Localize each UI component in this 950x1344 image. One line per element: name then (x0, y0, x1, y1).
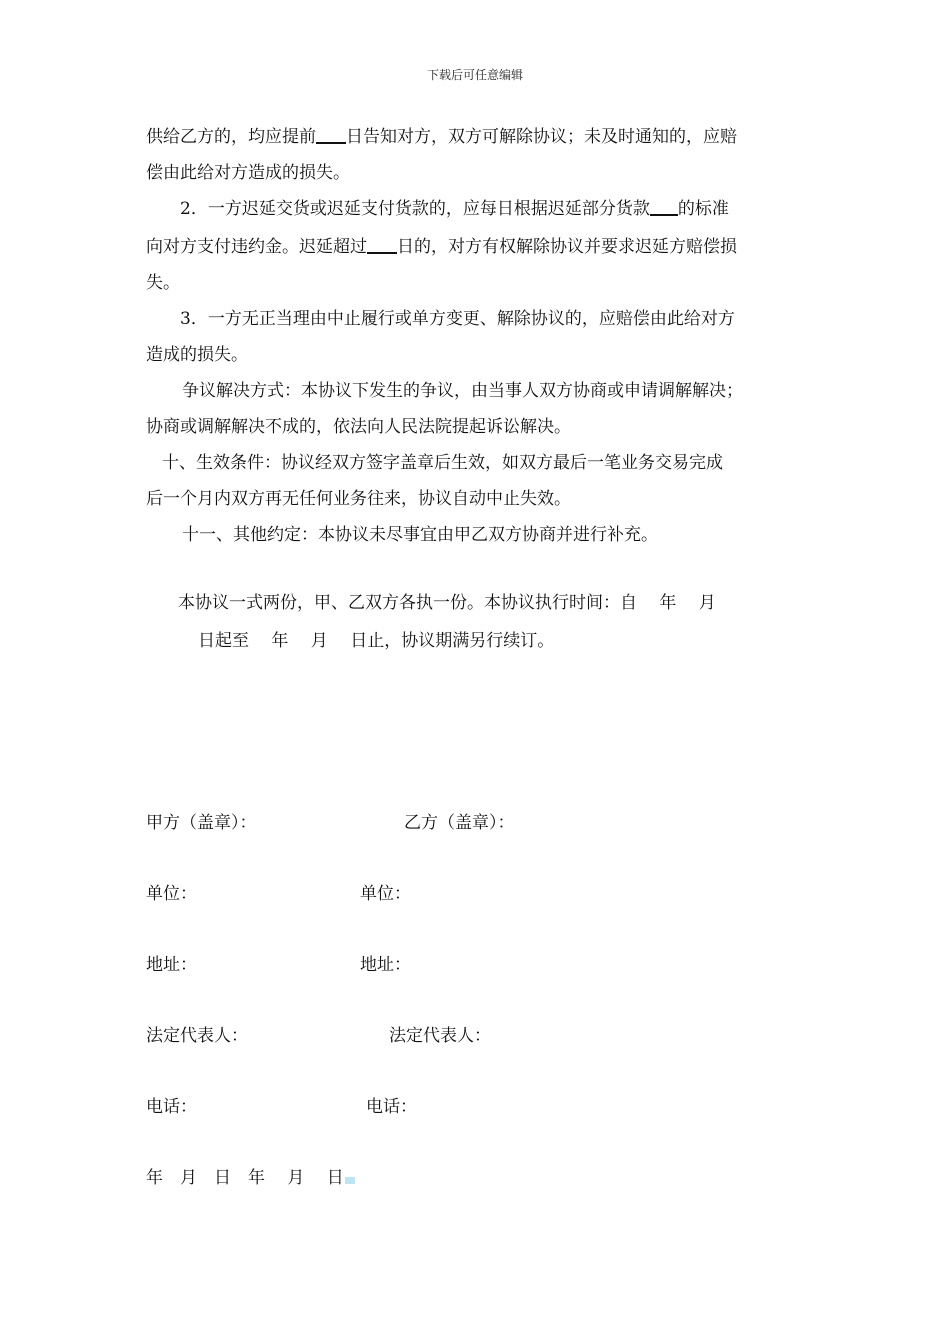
blank-days-notice (316, 124, 346, 144)
page-header: 下载后可任意编辑 (426, 68, 523, 82)
party-b-phone-label: 电话： (366, 1097, 417, 1117)
party-a-unit-label: 单位： (146, 884, 197, 904)
clause-11: 十一、其他约定：本协议未尽事宜由甲乙双方协商并进行补充。 (182, 525, 658, 545)
body-line-1: 供给乙方的，均应提前 日告知对方，双方可解除协议；未及时通知的，应赔 (146, 119, 826, 155)
term-line-1: 本协议一式两份，甲、乙双方各执一份。本协议执行时间：自 年 月 (178, 593, 716, 613)
clause-2-line-3: 失。 (146, 273, 180, 293)
date-line: 年 月 日 年 月 日 (146, 1163, 355, 1188)
blank-delay-days (367, 234, 397, 254)
party-b-unit-label: 单位： (360, 884, 411, 904)
clause-3-line-1: 3．一方无正当理由中止履行或单方变更、解除协议的，应赔偿由此给对方 (180, 309, 735, 329)
clause-3-line-2: 造成的损失。 (146, 345, 248, 365)
clause-2-line-1: 2．一方迟延交货或迟延支付货款的，应每日根据迟延部分货款 的标准 (180, 191, 860, 227)
clause-10-line-2: 后一个月内双方再无任何业务往来，协议自动中止失效。 (146, 489, 571, 509)
dispute-line-2: 协商或调解解决不成的，依法向人民法院提起诉讼解决。 (146, 417, 571, 437)
blank-penalty-rate (650, 196, 678, 216)
party-b-seal-label: 乙方（盖章）： (404, 813, 515, 833)
text-cursor-marker (345, 1177, 355, 1184)
party-b-representative-label: 法定代表人： (389, 1026, 491, 1046)
body-line-2: 偿由此给对方造成的损失。 (146, 163, 350, 183)
party-b-address-label: 地址： (360, 955, 411, 975)
term-line-2: 日起至 年 月 日止，协议期满另行续订。 (198, 631, 555, 651)
party-a-address-label: 地址： (146, 955, 197, 975)
dispute-line-1: 争议解决方式：本协议下发生的争议，由当事人双方协商或申请调解解决； (182, 381, 743, 401)
clause-2-line-2: 向对方支付违约金。迟延超过 日的，对方有权解除协议并要求迟延方赔偿损 (146, 229, 826, 265)
party-a-seal-label: 甲方（盖章）： (146, 813, 257, 833)
clause-10-line-1: 十、生效条件：协议经双方签字盖章后生效，如双方最后一笔业务交易完成 (162, 453, 723, 473)
party-a-representative-label: 法定代表人： (146, 1026, 248, 1046)
party-a-phone-label: 电话： (146, 1097, 197, 1117)
